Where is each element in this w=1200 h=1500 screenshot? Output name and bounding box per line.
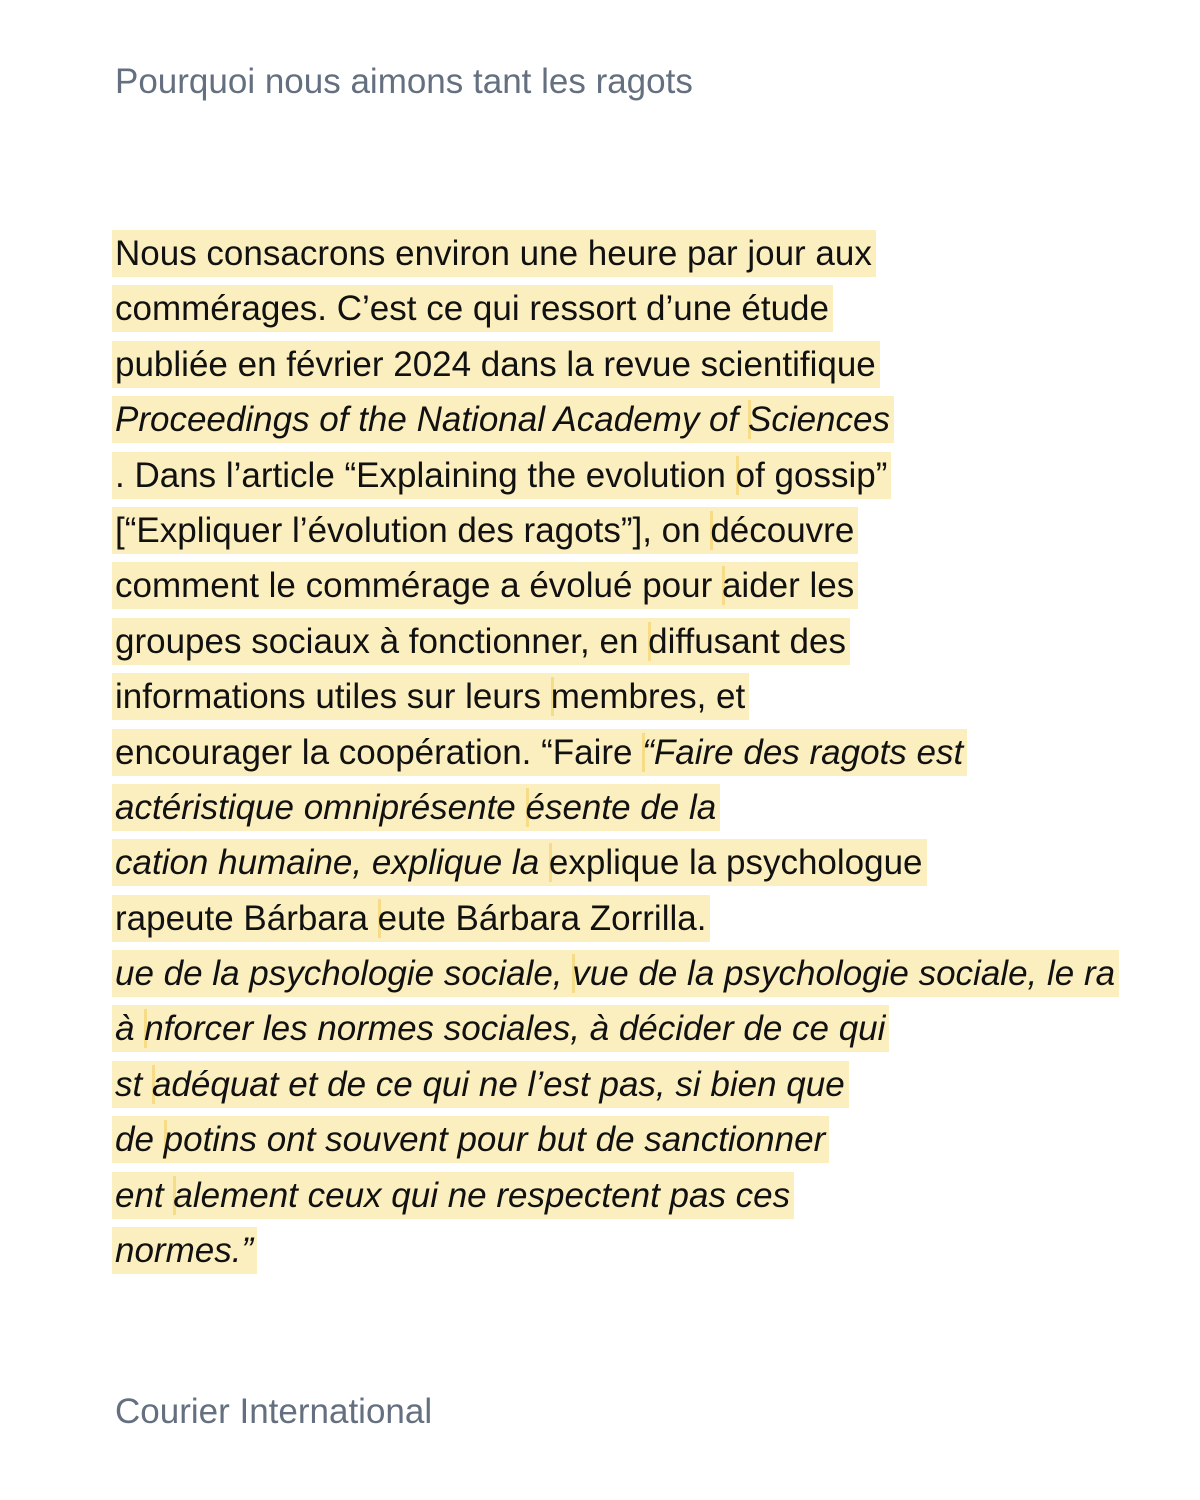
quote-segment: potins ont souvent pour but de sanctionner — [163, 1120, 826, 1160]
quote-line — [115, 614, 1200, 669]
highlight-span — [112, 950, 1119, 997]
quote-segment: à — [115, 1009, 145, 1049]
highlight-span — [112, 839, 927, 886]
highlight-span — [112, 1061, 849, 1108]
highlight-span — [112, 396, 894, 443]
quote-line — [115, 558, 1200, 613]
highlight-span — [112, 452, 891, 499]
quote-line — [115, 669, 1200, 724]
quote-line — [115, 503, 1200, 558]
quote-segment: découvre — [710, 510, 855, 550]
quote-line — [115, 1112, 1200, 1167]
highlight-span — [112, 1172, 794, 1219]
quote-line — [115, 1057, 1200, 1112]
quote-segment: eute Bárbara Zorrilla. — [377, 898, 707, 938]
quote-segment: of gossip” — [735, 455, 888, 495]
quote-segment: aider les — [721, 566, 855, 606]
quote-line — [115, 891, 1200, 946]
quote-segment: comment le commérage a évolué pour — [115, 566, 722, 606]
highlight-span — [112, 562, 858, 609]
quote-segment: commérages. C’est ce qui ressort d’une étude — [115, 289, 829, 329]
quote-segment: ésente de la — [525, 787, 717, 827]
quote-segment: normes.” — [115, 1231, 254, 1271]
quote-segment: publiée en février 2024 dans la revue scientifique — [115, 344, 876, 384]
quote-segment: nforcer les normes sociales, à décider de ce qui — [144, 1009, 886, 1049]
quote-segment: Nous consacrons environ une heure par jour aux — [115, 234, 872, 273]
quote-line — [115, 1001, 1200, 1056]
quote-line — [115, 780, 1200, 835]
quote-line — [115, 946, 1200, 1001]
highlight-span — [112, 784, 720, 831]
quote-line — [115, 392, 1200, 447]
quote-segment: . Dans l’article “Explaining the evolution — [115, 455, 736, 495]
highlight-span — [112, 507, 858, 554]
quote-line — [115, 835, 1200, 890]
quote-line — [115, 281, 1200, 336]
quote-segment: informations utiles sur leurs — [115, 677, 551, 717]
quote-segment: actéristique omniprésente — [115, 787, 526, 827]
quote-segment: encourager la coopération. “Faire — [115, 732, 643, 772]
quote-segment: explique la psychologue — [548, 843, 923, 883]
quote-line — [115, 448, 1200, 503]
quote-segment: st — [115, 1064, 152, 1104]
quote-segment: ent — [115, 1175, 174, 1215]
quote-line — [115, 1168, 1200, 1223]
quote-segment: diffusant des — [648, 621, 846, 661]
article-title: Pourquoi nous aimons tant les ragots — [115, 62, 693, 101]
highlight-span — [112, 729, 967, 776]
highlight-span — [112, 230, 876, 277]
quote-line — [115, 725, 1200, 780]
highlight-span — [112, 285, 833, 332]
quote-segment: membres, et — [550, 677, 746, 717]
quote-segment: groupes sociaux à fonctionner, en — [115, 621, 649, 661]
highlight-span — [112, 1227, 257, 1274]
source-credit: Courier International — [115, 1392, 433, 1431]
quote-segment: alement ceux qui ne respectent pas ces — [173, 1175, 791, 1215]
quote-line — [115, 337, 1200, 392]
quote-line — [115, 226, 1200, 281]
quote-line — [115, 1223, 1200, 1278]
quote-segment: “Faire des ragots est — [642, 732, 964, 772]
highlight-span — [112, 618, 850, 665]
quote-segment: de — [115, 1120, 164, 1160]
highlight-span — [112, 1116, 829, 1163]
quote-segment: ue de la psychologie sociale, — [115, 954, 573, 994]
quote-segment: adéquat et de ce qui ne l’est pas, si bien que — [151, 1064, 845, 1104]
highlight-span — [112, 895, 710, 942]
quote-segment: vue de la psychologie sociale, le ra — [572, 954, 1116, 994]
highlighted-quote — [115, 226, 1200, 1278]
quote-segment: Sciences — [747, 400, 890, 440]
quote-segment: cation humaine, explique la — [115, 843, 549, 883]
highlight-span — [112, 673, 749, 720]
highlight-span — [112, 1005, 889, 1052]
highlight-span — [112, 341, 880, 388]
quote-segment: [“Expliquer l’évolution des ragots”], on — [115, 510, 711, 550]
quote-segment: rapeute Bárbara — [115, 898, 378, 938]
quote-segment: Proceedings of the National Academy of — [115, 400, 748, 440]
